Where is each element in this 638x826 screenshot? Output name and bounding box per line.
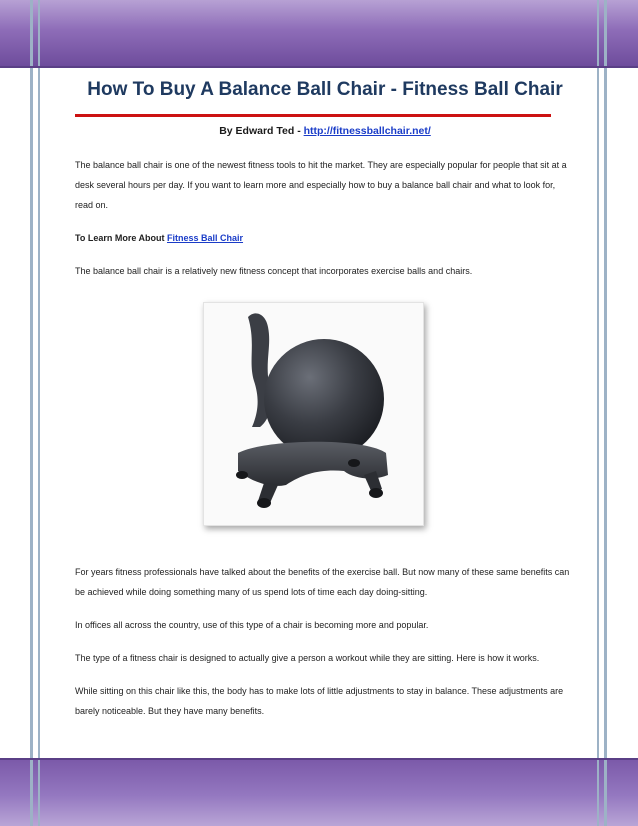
footer-divider (0, 758, 638, 760)
chair-base (238, 442, 388, 486)
intro-paragraph: The balance ball chair is one of the newest fitness tools to hit the market. They are especially popular for people that sit at a desk several hours per day. If you want to learn more and especially how to buy a balance ball chair and what to look for, read on. (75, 160, 567, 210)
body-paragraph: While sitting on this chair like this, the body has to make lots of little adjustments to stay in balance. These adjustments are barely noticeable. But they have many benefits. (75, 686, 564, 716)
footer-banner (0, 758, 638, 826)
body-paragraph: In offices all across the country, use of this type of a chair is becoming more and popular. (75, 620, 429, 630)
body-paragraph: For years fitness professionals have talked about the benefits of the exercise ball. But now many of these same benefits can be achieved while doing something many of us spend lots of time each day doing-sitting. (75, 567, 570, 597)
body-paragraphs (75, 562, 575, 734)
learn-more-label: To Learn More About (75, 233, 167, 243)
caster-wheel (369, 488, 383, 498)
body-paragraph: The type of a fitness chair is designed to actually give a person a workout while they are sitting. Here is how it works. (75, 653, 540, 663)
frame-line-left-inner (38, 0, 40, 826)
frame-line-right-inner (597, 0, 599, 826)
title-underline (75, 114, 551, 117)
learn-more-link[interactable]: Fitness Ball Chair (167, 233, 244, 243)
caster-wheel (348, 459, 360, 467)
exercise-ball (264, 339, 384, 459)
byline-link[interactable]: http://fitnessballchair.net/ (303, 125, 431, 137)
balance-ball-chair-image (203, 302, 424, 526)
concept-paragraph: The balance ball chair is a relatively new fitness concept that incorporates exercise balls and chairs. (75, 266, 473, 276)
caster-wheel (236, 471, 248, 479)
caster-wheel (257, 498, 271, 508)
byline (75, 124, 575, 138)
frame-line-left-outer (30, 0, 33, 826)
header-banner (0, 0, 638, 66)
chair-illustration (204, 303, 423, 525)
frame-line-right-outer (604, 0, 607, 826)
document-body (75, 66, 575, 716)
byline-author: By Edward Ted - (219, 125, 304, 137)
learn-more-line (75, 228, 575, 248)
page-title: How To Buy A Balance Ball Chair - Fitness Ball Chair (87, 79, 563, 100)
